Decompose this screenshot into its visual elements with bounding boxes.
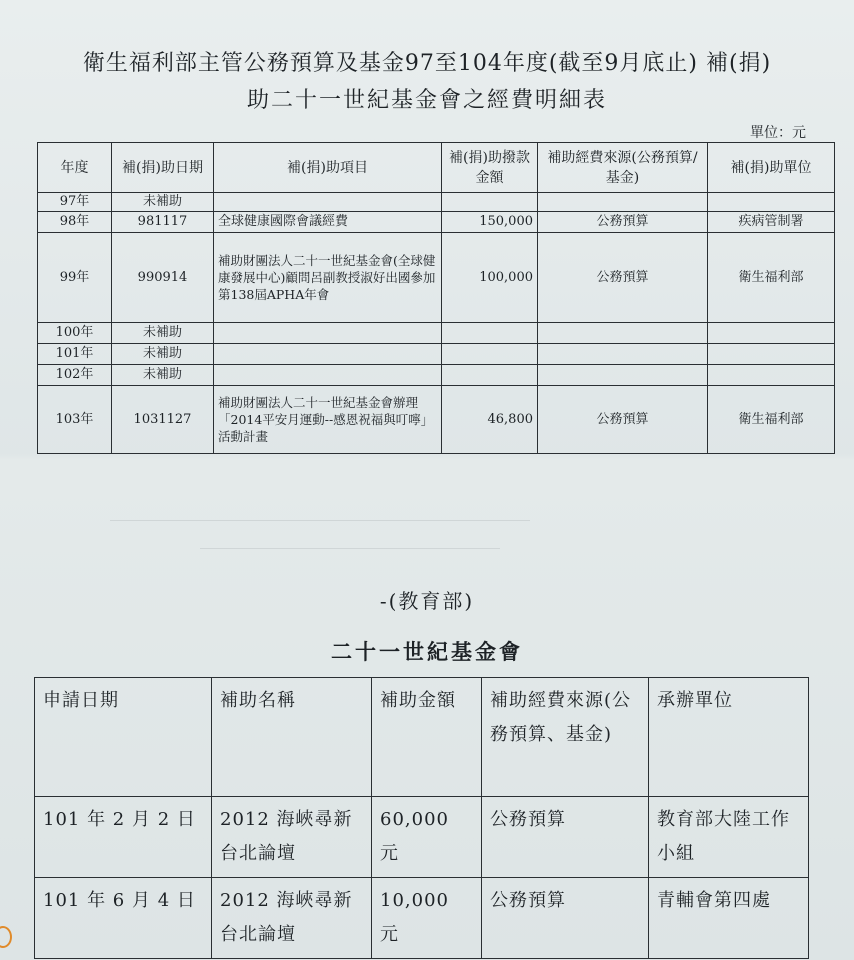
header-grant-amount: 補助金額 [372,678,482,797]
cell-year: 101年 [38,344,112,365]
cell-amount [442,193,538,212]
cell-date: 未補助 [112,365,214,386]
cell-amount: 100,000 [442,233,538,323]
cell-amount [442,323,538,344]
cell-date: 981117 [112,212,214,233]
header-date: 補(捐)助日期 [112,143,214,193]
cell-date: 未補助 [112,323,214,344]
cell-item [214,323,442,344]
table-row [38,193,835,212]
cell-unit [708,365,835,386]
cell-source [538,365,708,386]
cell-year: 103年 [38,386,112,454]
cell-year: 97年 [38,193,112,212]
cell-source: 公務預算 [538,233,708,323]
cell-source [538,344,708,365]
table-row [38,323,835,344]
cell-year: 98年 [38,212,112,233]
faint-line [200,548,500,549]
cell-grant-name: 2012 海峽尋新台北論壇 [212,797,372,878]
cell-item [214,344,442,365]
cell-unit: 衛生福利部 [708,233,835,323]
table-row [38,386,835,454]
document-title-line1: 衛生福利部主管公務預算及基金97至104年度(截至9月底止) 補(捐) [82,51,772,76]
cell-handling-unit: 青輔會第四處 [649,878,809,959]
document-title-line2: 助二十一世紀基金會之經費明細表 [246,88,607,113]
organization-title: 二十一世紀基金會 [331,639,523,664]
cell-apply-date: 101 年 6 月 4 日 [35,878,212,959]
header-fund-source: 補助經費來源(公務預算、基金) [482,678,649,797]
cell-unit: 疾病管制署 [708,212,835,233]
table-row [38,233,835,323]
faint-line [110,520,530,521]
cell-grant-amount: 60,000 元 [372,797,482,878]
cell-year: 100年 [38,323,112,344]
ministry-section-title: -(教育部) [379,589,475,613]
table-row [38,212,835,233]
cell-item [214,193,442,212]
header-year: 年度 [38,143,112,193]
cell-apply-date: 101 年 2 月 2 日 [35,797,212,878]
header-apply-date: 申請日期 [35,678,212,797]
cell-unit [708,344,835,365]
cell-source [538,323,708,344]
paper-cut-edge [0,454,854,468]
cell-year: 102年 [38,365,112,386]
cell-item: 補助財團法人二十一世紀基金會(全球健康發展中心)顧問呂副教授淑好出國參加第138屆APHA年會 [214,233,442,323]
table-row [38,344,835,365]
cell-unit [708,193,835,212]
cell-grant-amount: 10,000 元 [372,878,482,959]
header-unit: 補(捐)助單位 [708,143,835,193]
cell-fund-source: 公務預算 [482,878,649,959]
table-row [38,365,835,386]
header-handling-unit: 承辦單位 [649,678,809,797]
table-row [35,797,809,878]
cell-amount: 46,800 [442,386,538,454]
cell-amount [442,344,538,365]
unit-label: 單位：元 [750,125,806,141]
cell-item: 全球健康國際會議經費 [214,212,442,233]
cell-handling-unit: 教育部大陸工作小組 [649,797,809,878]
cell-year: 99年 [38,233,112,323]
cell-source [538,193,708,212]
header-item: 補(捐)助項目 [214,143,442,193]
cell-date: 未補助 [112,344,214,365]
header-amount: 補(捐)助撥款金額 [442,143,538,193]
cell-date: 1031127 [112,386,214,454]
cell-source: 公務預算 [538,212,708,233]
cell-item: 補助財團法人二十一世紀基金會辦理「2014平安月運動--感恩祝福與叮嚀」活動計畫 [214,386,442,454]
cell-item [214,365,442,386]
cell-amount [442,365,538,386]
table-header-row [38,143,835,193]
moe-grant-table [34,677,809,959]
cell-fund-source: 公務預算 [482,797,649,878]
cell-unit [708,323,835,344]
header-grant-name: 補助名稱 [212,678,372,797]
cell-date: 未補助 [112,193,214,212]
cell-date: 990914 [112,233,214,323]
cell-unit: 衛生福利部 [708,386,835,454]
table-row [35,878,809,959]
header-source: 補助經費來源(公務預算/基金) [538,143,708,193]
cell-amount: 150,000 [442,212,538,233]
cell-grant-name: 2012 海峽尋新台北論壇 [212,878,372,959]
table-header-row [35,678,809,797]
cell-source: 公務預算 [538,386,708,454]
mohw-grant-table [37,142,835,454]
